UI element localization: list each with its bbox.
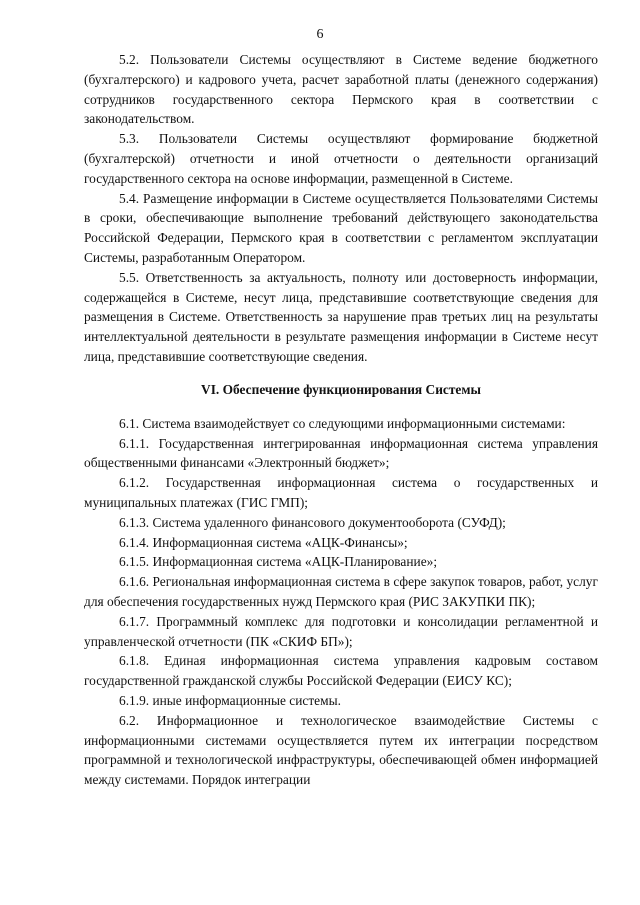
paragraph-6-1-1: 6.1.1. Государственная интегрированная информационная система управления общественными финансами «Электронный бюджет»;	[84, 435, 598, 471]
paragraph-6-1-7: 6.1.7. Программный комплекс для подготовки и консолидации регламентной и управленческой отчетности (ПК «СКИФ БП»);	[84, 613, 598, 649]
page-number: 6	[316, 27, 324, 42]
paragraph-6-1-8: 6.1.8. Единая информационная система управления кадровым составом государственной гражданской службы Российской Федерации (ЕИСУ КС);	[84, 653, 598, 689]
paragraph-5-2: 5.2. Пользователи Системы осуществляют в Системе ведение бюджетного (бухгалтерского) и кадрового учета, расчет заработной платы (денежного содержания) сотрудников государственного сектора Пермского края в соответствии с законодательством.	[84, 52, 598, 127]
paragraph-5-4: 5.4. Размещение информации в Системе осуществляется Пользователями Системы в сроки, обеспечивающие выполнение требований действующего законодательства Российской Федерации, Пермского края в соответствии с регламентом эксплуатации Системы, разработанным Оператором.	[84, 190, 598, 265]
paragraph-6-1: 6.1. Система взаимодействует со следующими информационными системами:	[119, 415, 566, 431]
paragraph-6-2: 6.2. Информационное и технологическое взаимодействие Системы с информационными системами осуществляется путем их интеграции посредством программной и технологической инфраструктуры, обеспечивающей обмен информацией между системами. Порядок интеграции	[84, 712, 598, 788]
paragraph-5-5: 5.5. Ответственность за актуальность, полноту или достоверность информации, содержащейся в Системе, несут лица, представившие соответствующие сведения для размещения в Системе. Ответственность за нарушение прав третьих лиц на результаты интеллектуальной деятельности в результате размещения информации в Системе несут лица, представившие соответствующие сведения.	[84, 269, 598, 364]
paragraph-6-1-9: 6.1.9. иные информационные системы.	[119, 692, 341, 708]
paragraph-6-1-5: 6.1.5. Информационная система «АЦК-Планирование»;	[119, 554, 438, 570]
paragraph-5-3: 5.3. Пользователи Системы осуществляют формирование бюджетной (бухгалтерской) отчетности и иной отчетности о деятельности организаций государственного сектора на основе информации, размещенной в Системе.	[84, 131, 598, 186]
paragraph-6-1-3: 6.1.3. Система удаленного финансового документооборота (СУФД);	[119, 514, 506, 530]
paragraph-6-1-2: 6.1.2. Государственная информационная система о государственных и муниципальных платежах (ГИС ГМП);	[84, 475, 598, 510]
document-body	[84, 50, 598, 790]
paragraph-6-1-4: 6.1.4. Информационная система «АЦК-Финансы»;	[119, 534, 408, 550]
paragraph-6-1-6: 6.1.6. Региональная информационная система в сфере закупок товаров, работ, услуг для обеспечения государственных нужд Пермского края (РИС ЗАКУПКИ ПК);	[84, 574, 598, 609]
section-heading: VI. Обеспечение функционирования Системы	[201, 381, 481, 397]
